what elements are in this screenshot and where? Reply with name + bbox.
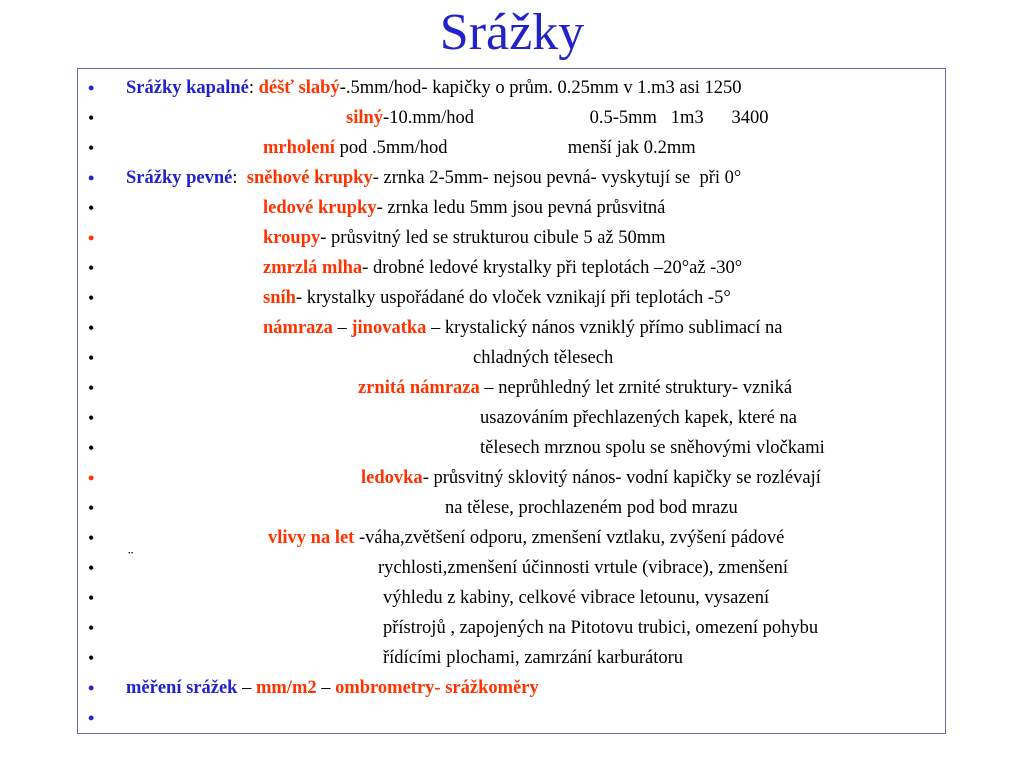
bullet-icon: •: [88, 78, 95, 98]
bullet-text: [445, 493, 738, 523]
bullet-text: [346, 103, 768, 133]
text-segment: na tělese, prochlazeném pod bod mrazu: [445, 498, 738, 518]
highlighted-term: měření srážek: [126, 678, 238, 698]
bullet-icon: •: [88, 138, 95, 158]
bullet-icon: •: [88, 438, 95, 458]
text-segment: tělesech mrznou spolu se sněhovými vločkami: [480, 438, 825, 458]
bullet-icon: •: [88, 378, 95, 398]
bullet-row: [78, 643, 945, 673]
dots-mark: ¨: [128, 549, 134, 566]
bullet-icon: •: [88, 108, 95, 128]
text-segment: –: [332, 318, 352, 338]
bullet-text: [383, 583, 769, 613]
text-segment: řídícími plochami, zamrzání karburátoru: [383, 648, 683, 668]
bullet-text: [263, 313, 782, 343]
bullet-row: [78, 313, 945, 343]
text-segment: –: [237, 678, 256, 698]
highlighted-term: Srážky kapalné: [126, 78, 249, 98]
text-segment: -.5mm/hod- kapičky o prům. 0.25mm v 1.m3 asi 1250: [339, 78, 742, 98]
text-segment: - průsvitný sklovitý nános- vodní kapičky se rozlévají: [422, 468, 821, 488]
text-segment: –: [316, 678, 336, 698]
slide-title: Srážky: [439, 4, 585, 61]
bullet-row: [78, 283, 945, 313]
bullet-text: [263, 283, 731, 313]
bullet-icon: •: [88, 348, 95, 368]
highlighted-term: námraza: [263, 318, 333, 338]
text-segment: -10.mm/hod 0.5-5mm 1m3 3400: [383, 108, 769, 128]
bullet-text: [378, 553, 788, 583]
highlighted-term: déšť slabý: [258, 78, 340, 98]
highlighted-term: jinovatka: [351, 318, 427, 338]
text-segment: - průsvitný led se strukturou cibule 5 až 50mm: [320, 228, 666, 248]
text-segment: - drobné ledové krystalky při teplotách –20°až -30°: [362, 258, 743, 278]
bullet-row: [78, 673, 945, 703]
bullet-row: [78, 133, 945, 163]
bullet-text: [126, 163, 741, 193]
text-segment: :: [232, 168, 247, 188]
bullet-text: [263, 193, 665, 223]
bullet-text: [263, 133, 696, 163]
highlighted-term: sníh: [263, 288, 296, 308]
bullet-icon: •: [88, 528, 95, 548]
bullet-row: [78, 613, 945, 643]
bullet-text: [473, 343, 613, 373]
bullet-icon: •: [88, 168, 95, 188]
bullet-icon: •: [88, 648, 95, 668]
text-segment: rychlosti,zmenšení účinnosti vrtule (vibrace), zmenšení: [378, 558, 788, 578]
bullet-text: [480, 433, 825, 463]
highlighted-term: zrnitá námraza: [358, 378, 480, 398]
bullet-row: [78, 523, 945, 553]
bullet-row: [78, 103, 945, 133]
bullet-row: [78, 433, 945, 463]
text-segment: chladných tělesech: [473, 348, 614, 368]
bullet-text: [361, 463, 821, 493]
highlighted-term: ledovka: [361, 468, 423, 488]
bullet-icon: •: [88, 708, 95, 728]
bullet-row: [78, 583, 945, 613]
highlighted-term: vlivy na let: [268, 528, 355, 548]
bullet-icon: •: [88, 588, 95, 608]
bullet-row: [78, 403, 945, 433]
bullet-icon: •: [88, 318, 95, 338]
bullet-icon: •: [88, 288, 95, 308]
bullet-text: [126, 673, 539, 703]
text-segment: -váha,zvětšení odporu, zmenšení vztlaku, zvýšení pádové: [354, 528, 785, 548]
bullet-icon: •: [88, 258, 95, 278]
text-segment: pod .5mm/hod menší jak 0.2mm: [334, 138, 696, 158]
bullet-row: [78, 493, 945, 523]
highlighted-term: mrholení: [263, 138, 335, 158]
highlighted-term: ombrometry- srážkoměry: [335, 678, 539, 698]
bullet-row: [78, 549, 945, 583]
bullet-row: [78, 223, 945, 253]
text-segment: - zrnka 2-5mm- nejsou pevná- vyskytují se při 0°: [372, 168, 742, 188]
text-segment: přístrojů , zapojených na Pitotovu trubici, omezení pohybu: [383, 618, 819, 638]
highlighted-term: kroupy: [263, 228, 321, 248]
bullet-text: [383, 643, 683, 673]
bullet-icon: •: [88, 408, 95, 428]
bullet-icon: •: [88, 198, 95, 218]
highlighted-term: mm/m2: [255, 678, 317, 698]
highlighted-term: ledové krupky: [263, 198, 377, 218]
bullet-icon: •: [88, 228, 95, 248]
highlighted-term: silný: [346, 108, 384, 128]
bullet-text: [263, 253, 742, 283]
bullet-row: [78, 73, 945, 103]
text-segment: výhledu z kabiny, celkové vibrace letounu, vysazení: [383, 588, 770, 608]
bullet-row: [78, 703, 945, 733]
highlighted-term: sněhové krupky: [246, 168, 373, 188]
bullet-text: [126, 73, 742, 103]
bullet-icon: •: [88, 468, 95, 488]
bullet-text: [383, 613, 818, 643]
bullet-icon: •: [88, 618, 95, 638]
bullet-icon: •: [88, 678, 95, 698]
bullet-text: [268, 523, 784, 553]
bullet-text: [263, 223, 666, 253]
text-segment: - zrnka ledu 5mm jsou pevná průsvitná: [376, 198, 666, 218]
text-segment: – neprůhledný let zrnité struktury- vzniká: [479, 378, 793, 398]
text-segment: - krystalky uspořádané do vloček vznikají při teplotách -5°: [295, 288, 731, 308]
highlighted-term: Srážky pevné: [126, 168, 233, 188]
bullet-row: [78, 343, 945, 373]
text-segment: – krystalický nános vzniklý přímo sublimací na: [426, 318, 783, 338]
bullet-icon: •: [88, 558, 95, 578]
bullet-row: [78, 253, 945, 283]
text-segment: usazováním přechlazených kapek, které na: [480, 408, 797, 428]
bullet-row: [78, 373, 945, 403]
bullet-icon: •: [88, 498, 95, 518]
content-box: [77, 68, 946, 734]
highlighted-term: zmrzlá mlha: [263, 258, 363, 278]
bullet-row: [78, 463, 945, 493]
bullet-row: [78, 193, 945, 223]
text-segment: :: [248, 78, 259, 98]
bullet-text: [480, 403, 797, 433]
bullet-text: [358, 373, 792, 403]
bullet-row: [78, 163, 945, 193]
